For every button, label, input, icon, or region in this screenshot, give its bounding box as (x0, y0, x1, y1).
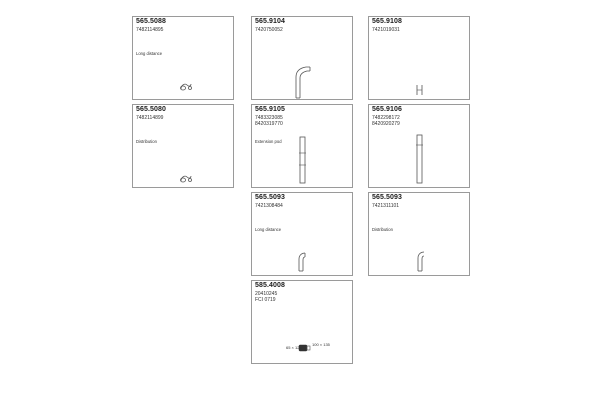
application-note: Distribution (372, 227, 393, 232)
application-note: Distribution (136, 139, 157, 144)
part-number: 565.5093 (255, 194, 285, 201)
part-card[interactable] (251, 280, 353, 364)
bent-pipe-icon (296, 251, 310, 273)
application-note: Long distance (255, 227, 282, 232)
straight-pipe-icon (298, 135, 308, 185)
reference-number: 8420920279 (372, 121, 400, 127)
reference-number: 7420750052 (255, 27, 283, 33)
reference-number: 7421019031 (372, 27, 400, 33)
reference-number: 8420319770 (255, 121, 283, 127)
reference-number: 7482298172 (372, 115, 400, 121)
part-card[interactable] (368, 192, 470, 276)
part-card[interactable] (132, 16, 234, 100)
exhaust-stack-pipe-icon (292, 65, 312, 99)
muffler-clamp-icon (179, 173, 193, 183)
part-number: 585.4008 (255, 282, 285, 289)
part-card[interactable] (368, 16, 470, 100)
part-number: 565.5093 (372, 194, 402, 201)
part-card[interactable] (132, 104, 234, 188)
pipe-clamp-icon (415, 84, 425, 96)
application-note: Long distance (136, 51, 163, 56)
reference-number: 20410245 (255, 291, 278, 297)
reference-number: 7482114899 (136, 115, 164, 121)
reference-number: 7421311101 (372, 203, 400, 209)
reference-number: 7421308484 (255, 203, 283, 209)
part-number: 565.9104 (255, 18, 285, 25)
muffler-clamp-icon (179, 81, 193, 91)
part-number: 565.9108 (372, 18, 402, 25)
application-note: Extension pod (255, 139, 282, 144)
part-card[interactable] (251, 104, 353, 188)
part-card[interactable] (368, 104, 470, 188)
part-number: 565.5080 (136, 106, 166, 113)
part-number: 565.9105 (255, 106, 285, 113)
part-number: 565.5088 (136, 18, 166, 25)
part-card[interactable] (251, 16, 353, 100)
part-number: 565.9106 (372, 106, 402, 113)
diagram-label: 100 × 135 (312, 342, 330, 347)
part-card[interactable] (251, 192, 353, 276)
diagram-label: 65 × 126 (286, 345, 302, 350)
reference-number: FCI 0719 (255, 297, 276, 303)
bent-pipe-icon (415, 249, 429, 273)
reference-number: 7482114895 (136, 27, 164, 33)
straight-pipe-icon (415, 133, 425, 185)
reference-number: 7483323085 (255, 115, 283, 121)
